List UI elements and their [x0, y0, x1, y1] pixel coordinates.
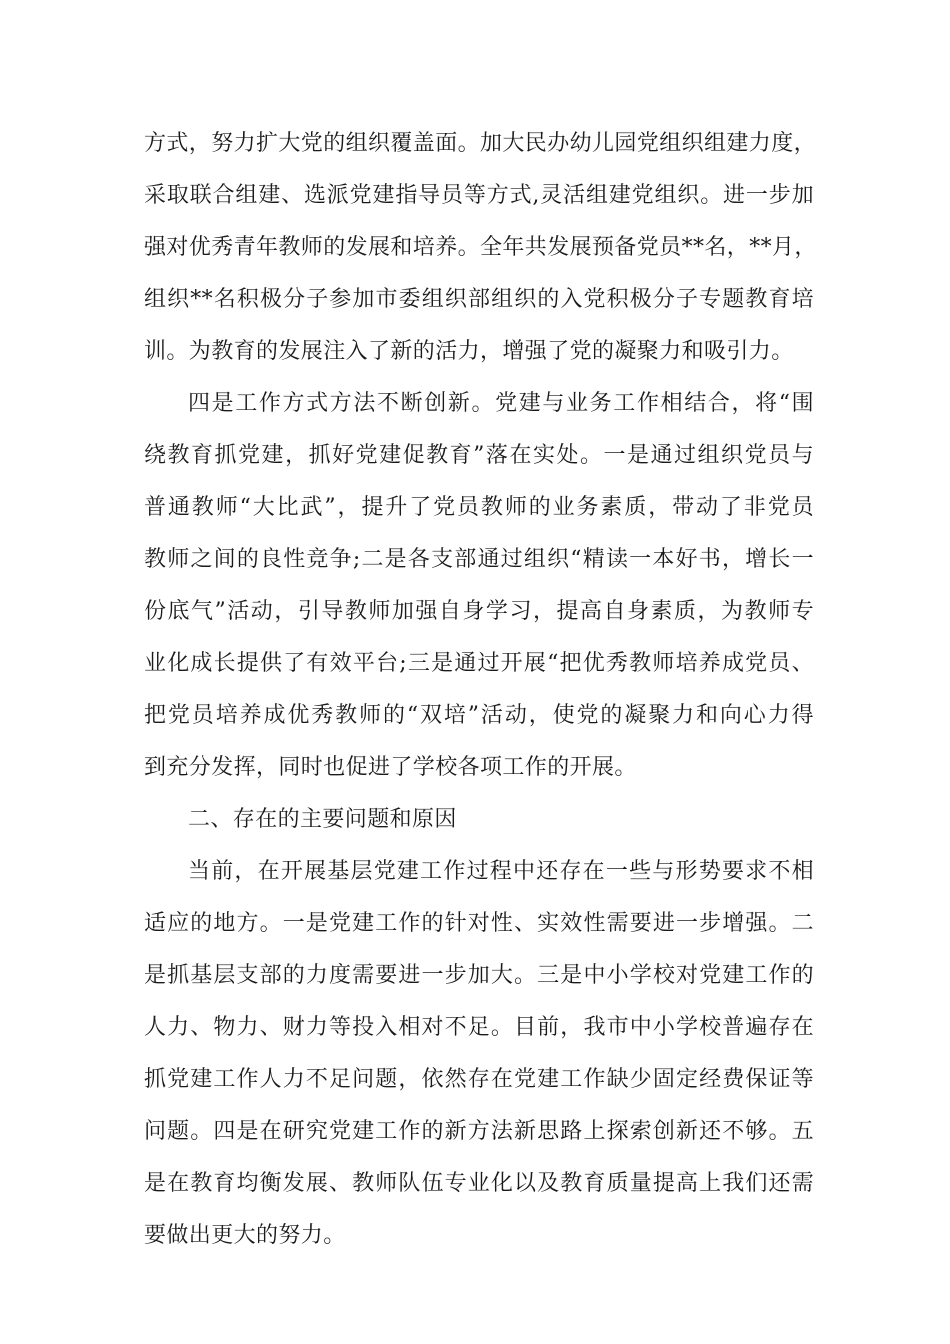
- text-line: 份底气”活动，引导教师加强自身学习，提高自身素质，为教师专: [144, 599, 814, 624]
- text-line: 强对优秀青年教师的发展和培养。全年共发展预备党员**名，**月，: [144, 235, 817, 260]
- text-line: 把党员培养成优秀教师的“双培”活动，使党的凝聚力和向心力得: [144, 703, 814, 728]
- text-line: 适应的地方。一是党建工作的针对性、实效性需要进一步增强。二: [144, 911, 814, 936]
- section-heading-problems: [144, 794, 814, 846]
- text-line: 问题。四是在研究党建工作的新方法新思路上探索创新还不够。五: [144, 1119, 814, 1144]
- text-line: 四是工作方式方法不断创新。党建与业务工作相结合，将“围: [188, 391, 814, 416]
- text-line: 普通教师“大比武”，提升了党员教师的业务素质，带动了非党员: [144, 495, 814, 520]
- text-line: 方式，努力扩大党的组织覆盖面。加大民办幼儿园党组织组建力度，: [144, 131, 817, 156]
- text-line: 业化成长提供了有效平台;三是通过开展“把优秀教师培养成党员、: [144, 651, 814, 676]
- text-line: 是抓基层支部的力度需要进一步加大。三是中小学校对党建工作的: [144, 963, 814, 988]
- text-line: 要做出更大的努力。: [144, 1223, 346, 1248]
- text-line: 训。为教育的发展注入了新的活力，增强了党的凝聚力和吸引力。: [144, 339, 794, 364]
- text-line: 抓党建工作人力不足问题，依然存在党建工作缺少固定经费保证等: [144, 1067, 814, 1092]
- text-line: 绕教育抓党建，抓好党建促教育”落在实处。一是通过组织党员与: [144, 443, 814, 468]
- text-line: 是在教育均衡发展、教师队伍专业化以及教育质量提高上我们还需: [144, 1171, 814, 1196]
- text-line: 采取联合组建、选派党建指导员等方式,灵活组建党组织。进一步加: [144, 183, 814, 208]
- text-line: 人力、物力、财力等投入相对不足。目前，我市中小学校普遍存在: [144, 1015, 814, 1040]
- text-line: 当前，在开展基层党建工作过程中还存在一些与形势要求不相: [188, 859, 814, 884]
- text-line: 组织**名积极分子参加市委组织部组织的入党积极分子专题教育培: [144, 287, 814, 312]
- paragraph-work-methods: [144, 378, 814, 794]
- section-heading: 二、存在的主要问题和原因: [188, 807, 457, 832]
- text-line: 教师之间的良性竞争;二是各支部通过组织“精读一本好书，增长一: [144, 547, 814, 572]
- paragraph-organization-coverage: [144, 118, 817, 378]
- text-line: 到充分发挥，同时也促进了学校各项工作的开展。: [144, 755, 637, 780]
- document-body: [144, 118, 817, 1262]
- paragraph-problems: [144, 846, 814, 1262]
